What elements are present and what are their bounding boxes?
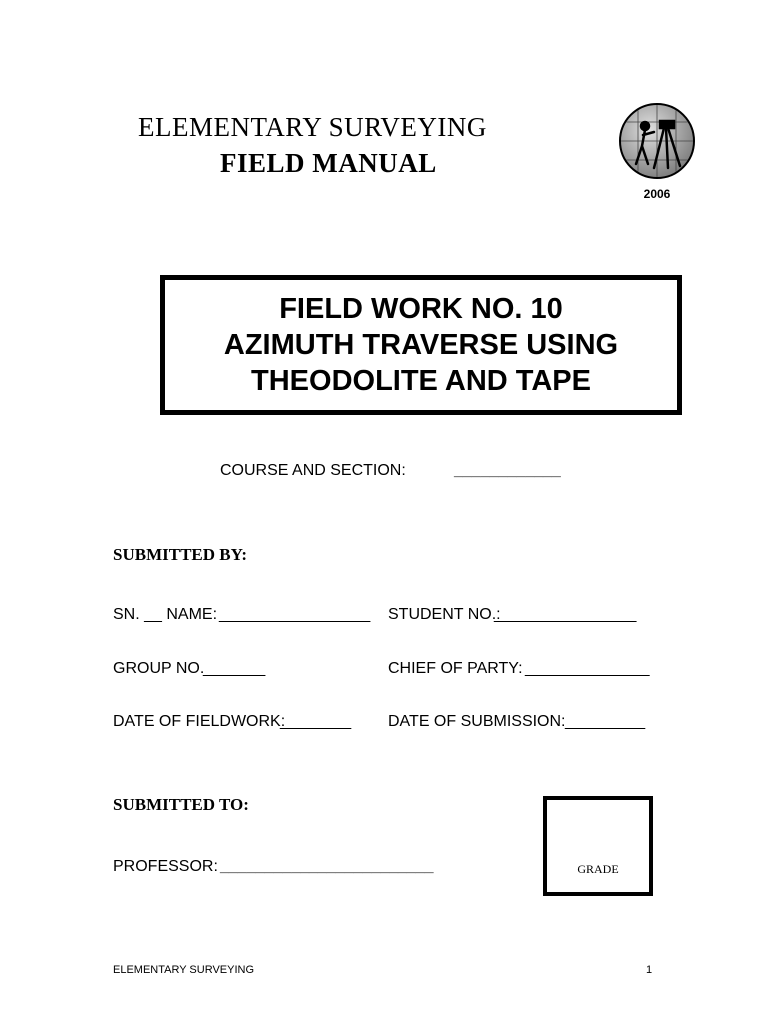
footer-title: ELEMENTARY SURVEYING (113, 964, 255, 976)
submitted-to-heading: SUBMITTED TO: (113, 795, 249, 814)
date-of-submission-label: DATE OF SUBMISSION: (388, 713, 566, 730)
field-work-title-box (160, 275, 682, 415)
logo-year: 2006 (643, 187, 671, 201)
sn-name-label: SN. __ NAME: (113, 606, 218, 623)
document-title: ELEMENTARY SURVEYING (138, 112, 487, 142)
submitted-by-heading: SUBMITTED BY: (113, 545, 247, 564)
chief-of-party-label: CHIEF OF PARTY: (388, 660, 523, 677)
student-no-blank: ________________ (494, 606, 637, 623)
field-work-title-line2: THEODOLITE AND TAPE (251, 365, 591, 397)
professor-label: PROFESSOR: (113, 858, 218, 875)
date-of-fieldwork-blank: ________ (280, 713, 352, 730)
field-work-number: FIELD WORK NO. 10 (279, 293, 563, 325)
student-no-label: STUDENT NO.: (388, 606, 501, 623)
course-section-blank: ____________ (454, 462, 561, 479)
group-no-label: GROUP NO. (113, 660, 205, 677)
page-number: 1 (646, 964, 653, 976)
grade-label: GRADE (577, 862, 619, 876)
date-of-submission-blank: _________ (565, 713, 646, 730)
name-blank: _________________ (219, 606, 371, 623)
date-of-fieldwork-label: DATE OF FIELDWORK: (113, 713, 286, 730)
document-subtitle: FIELD MANUAL (220, 148, 437, 178)
group-no-blank: _______ (203, 660, 266, 677)
course-section-label: COURSE AND SECTION: (220, 462, 406, 479)
professor-blank: ________________________ (220, 858, 434, 875)
chief-of-party-blank: ______________ (525, 660, 650, 677)
surveyor-logo-icon (618, 102, 696, 180)
field-work-title-line1: AZIMUTH TRAVERSE USING (223, 329, 619, 361)
grade-box (543, 796, 653, 896)
